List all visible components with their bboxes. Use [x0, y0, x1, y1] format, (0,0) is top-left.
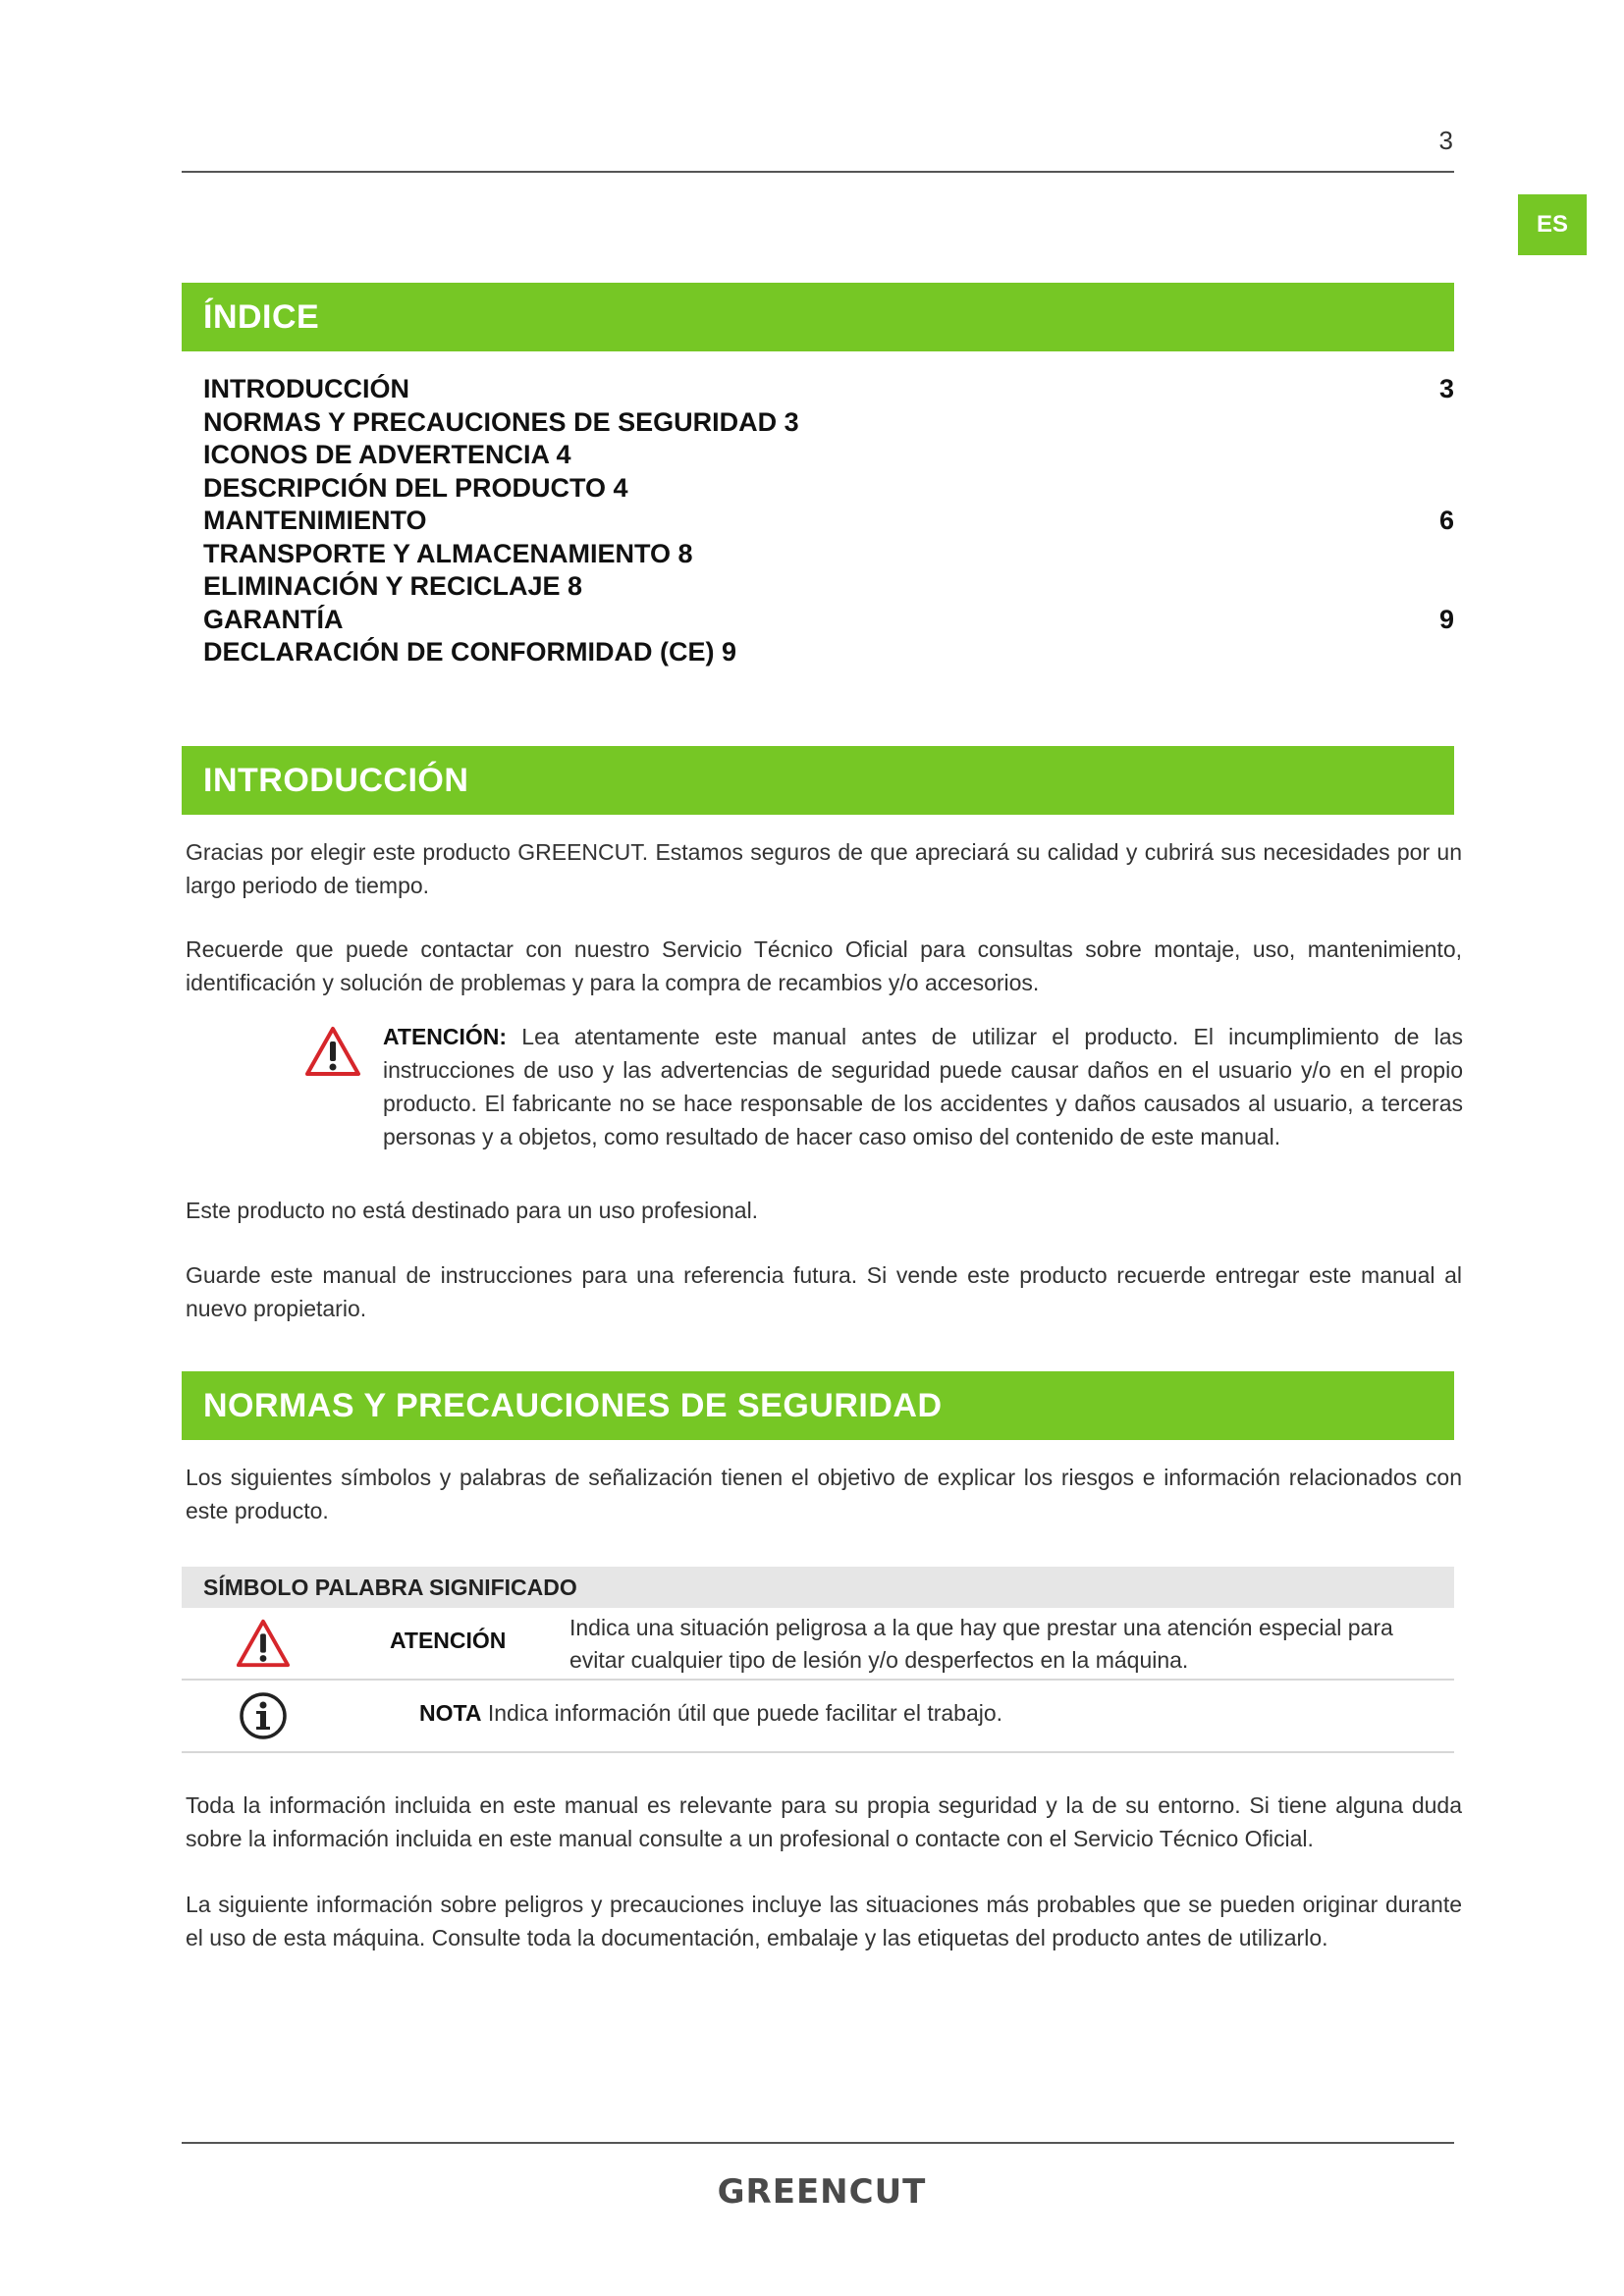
- toc-item[interactable]: [203, 406, 1454, 440]
- bottom-divider: [182, 2142, 1454, 2144]
- symbol-word-atencion: ATENCIÓN: [390, 1628, 507, 1653]
- toc-item[interactable]: [203, 538, 1454, 571]
- table-row: [182, 1681, 1454, 1753]
- toc-item[interactable]: [203, 604, 1454, 637]
- symbol-word-nota: NOTA: [419, 1700, 482, 1726]
- greencut-logo: GREENCUT: [717, 2172, 927, 2212]
- intro-paragraph-3: Este producto no está destinado para un uso profesional.: [186, 1198, 759, 1223]
- toc-item-page: 9: [1438, 604, 1454, 634]
- toc-item-label: DECLARACIÓN DE CONFORMIDAD (CE) 9: [203, 637, 736, 667]
- symbol-table-header: SÍMBOLO PALABRA SIGNIFICADO: [182, 1567, 1454, 1608]
- toc-item-label: MANTENIMIENTO: [203, 506, 427, 535]
- language-tab: ES: [1518, 194, 1587, 255]
- toc-item-label: DESCRIPCIÓN DEL PRODUCTO 4: [203, 472, 628, 503]
- toc-item[interactable]: [203, 439, 1454, 472]
- warning-label: ATENCIÓN:: [383, 1024, 508, 1049]
- toc-item-label: ICONOS DE ADVERTENCIA 4: [203, 440, 571, 469]
- normas-paragraph-3: La siguiente información sobre peligros y precauciones incluye las situaciones más probables que se pueden originar durante el uso de esta máquina. Consulte toda la documentación, embalaje y las etiquetas del producto antes de utilizarlo.: [186, 1892, 1462, 1950]
- warning-triangle-icon: [236, 1618, 291, 1669]
- toc-item[interactable]: [203, 505, 1454, 538]
- normas-paragraph-1: Los siguientes símbolos y palabras de señalización tienen el objetivo de explicar los riesgos e información relacionados con este producto.: [186, 1465, 1462, 1523]
- warning-triangle-icon: [304, 1026, 361, 1077]
- info-circle-icon: [236, 1690, 291, 1741]
- top-divider: [182, 171, 1454, 173]
- symbol-meaning-nota: Indica información útil que puede facilitar el trabajo.: [481, 1700, 1003, 1726]
- toc-item[interactable]: [203, 570, 1454, 604]
- table-of-contents: [203, 373, 1454, 669]
- intro-paragraph-4: Guarde este manual de instrucciones para una referencia futura. Si vende este producto recuerde entregar este manual al nuevo propietario.: [186, 1262, 1462, 1321]
- toc-item-label: NORMAS Y PRECAUCIONES DE SEGURIDAD 3: [203, 406, 799, 437]
- normas-header: NORMAS Y PRECAUCIONES DE SEGURIDAD: [182, 1371, 1454, 1440]
- toc-item-label: TRANSPORTE Y ALMACENAMIENTO 8: [203, 538, 693, 568]
- indice-header: ÍNDICE: [182, 283, 1454, 351]
- intro-paragraph-1: Gracias por elegir este producto GREENCUT. Estamos seguros de que apreciará su calidad y cubrirá sus necesidades por un largo periodo de tiempo.: [186, 839, 1462, 898]
- toc-item[interactable]: [203, 472, 1454, 506]
- symbol-meaning-atencion: Indica una situación peligrosa a la que hay que prestar una atención especial para evitar cualquier tipo de lesión y/o desperfectos en la máquina.: [569, 1615, 1393, 1673]
- toc-item-label: INTRODUCCIÓN: [203, 374, 409, 403]
- table-row: [182, 1608, 1454, 1681]
- toc-item-page: 6: [1438, 506, 1454, 535]
- page-number: 3: [1438, 126, 1453, 155]
- warning-body: Lea atentamente este manual antes de utilizar el producto. El incumplimiento de las instrucciones de uso y las advertencias de seguridad puede causar daños en el usuario y/o en el propio producto. El fabricante no se hace responsable de los accidentes y daños causados al usuario, a terceras personas y a objetos, como resultado de hacer caso omiso del contenido de este manual.: [383, 1024, 1463, 1149]
- symbol-note-line: [419, 1700, 1002, 1727]
- toc-item[interactable]: [203, 636, 1454, 669]
- toc-item-page: 3: [1438, 374, 1454, 403]
- normas-paragraph-2: Toda la información incluida en este manual es relevante para su propia seguridad y la de su entorno. Si tiene alguna duda sobre la información incluida en este manual consulte a un profesional o contacte con el Servicio Técnico Oficial.: [186, 1792, 1462, 1851]
- introduccion-header: INTRODUCCIÓN: [182, 746, 1454, 815]
- warning-text: [383, 1020, 1463, 1153]
- toc-item[interactable]: [203, 373, 1454, 406]
- toc-item-label: GARANTÍA: [203, 604, 344, 634]
- intro-paragraph-2: Recuerde que puede contactar con nuestro Servicio Técnico Oficial para consultas sobre montaje, uso, mantenimiento, identificación y solución de problemas y para la compra de recambios y/o accesorios.: [186, 936, 1462, 995]
- toc-item-label: ELIMINACIÓN Y RECICLAJE 8: [203, 571, 583, 601]
- symbol-table: [182, 1567, 1454, 1753]
